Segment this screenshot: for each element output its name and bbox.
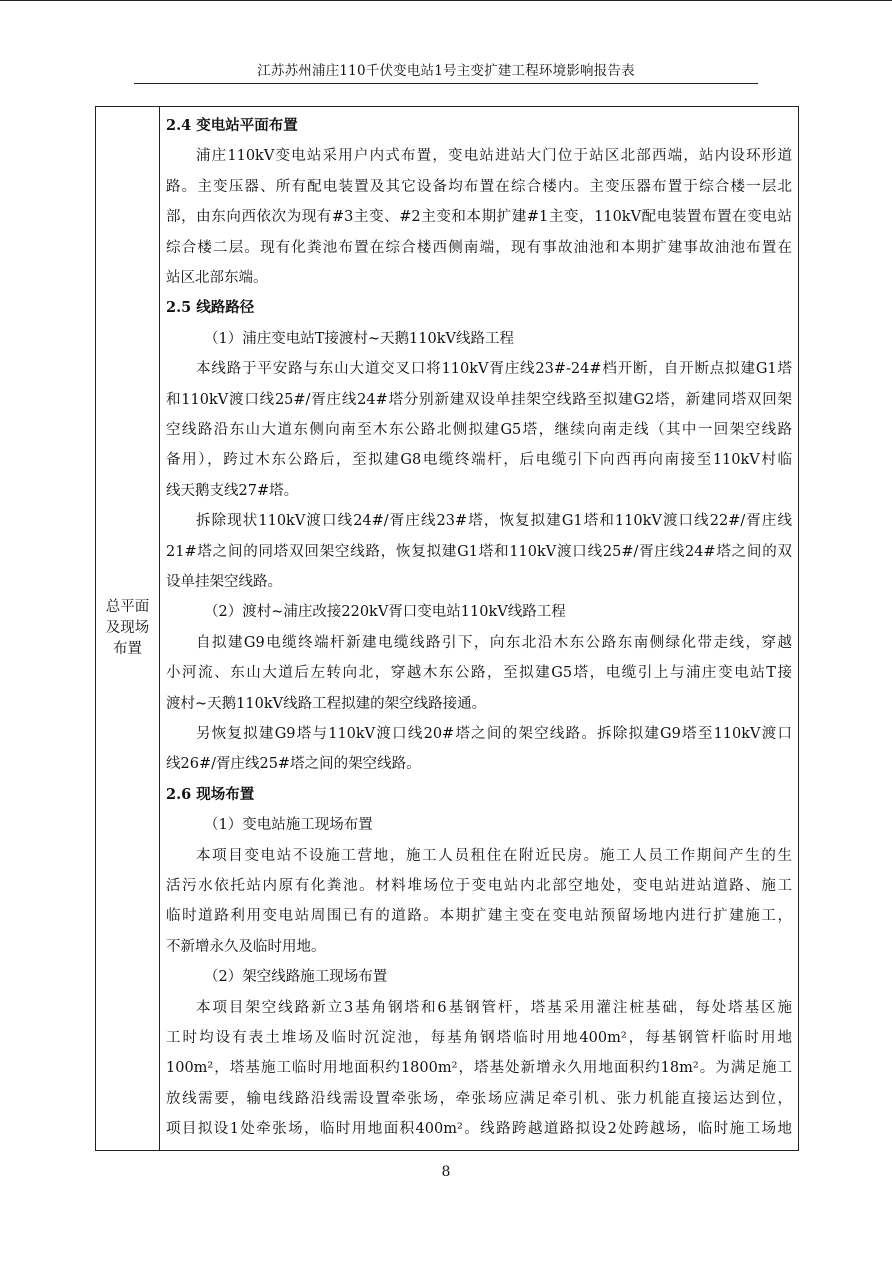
page-number: 8 xyxy=(441,1164,451,1180)
paragraph-line: 线26#/胥庄线25#塔之间的架空线路。 xyxy=(166,756,421,773)
subsection-label: （2）渡村~浦庄改接220kV胥口变电站110kV线路工程 xyxy=(204,604,566,621)
row-label-cell xyxy=(96,107,160,1150)
content-cell xyxy=(166,107,792,1150)
paragraph-line: 活污水依托站内原有化粪池。材料堆场位于变电站内北部空地处，变电站进站道路、施工 xyxy=(166,878,792,894)
paragraph-line: 空线路沿东山大道东侧向南至木东公路北侧拟建G5塔，继续向南走线（其中一回架空线路 xyxy=(166,422,792,438)
row-label: 总平面及现场布置 xyxy=(105,599,150,657)
paragraph-line: 部，由东向西依次为现有#3主变、#2主变和本期扩建#1主变，110kV配电装置布置在变电站 xyxy=(166,209,792,226)
paragraph-line: 临时道路利用变电站周围已有的道路。本期扩建主变在变电站预留场地内进行扩建施工， xyxy=(166,908,792,925)
running-header: 江苏苏州浦庄110千伏变电站1号主变扩建工程环境影响报告表 xyxy=(257,63,635,79)
header-rule xyxy=(134,83,758,84)
section-heading: 2.4 变电站平面布置 xyxy=(166,117,298,134)
paragraph-line: 线天鹅支线27#塔。 xyxy=(166,482,299,499)
paragraph-line: 小河流、东山大道后左转向北，穿越木东公路，至拟建G5塔，电缆引上与浦庄变电站T接 xyxy=(166,665,792,682)
paragraph-line: 项目拟设1处牵张场，临时用地面积400m²。线路跨越道路拟设2处跨越场，临时施工场地 xyxy=(166,1121,792,1138)
subsection-label: （2）架空线路施工现场布置 xyxy=(204,969,388,986)
paragraph-line: 本项目变电站不设施工营地，施工人员租住在附近民房。施工人员工作期间产生的生 xyxy=(196,847,792,864)
paragraph-line: 21#塔之间的同塔双回架空线路，恢复拟建G1塔和110kV渡口线25#/胥庄线24#塔之间的双 xyxy=(166,543,792,560)
section-heading: 2.6 现场布置 xyxy=(166,785,255,803)
paragraph-line: 放线需要，输电线路沿线需设置牵张场，牵张场应满足牵引机、张力机能直接运达到位， xyxy=(166,1090,792,1107)
paragraph-line: 100m²，塔基施工临时用地面积约1800m²，塔基处新增永久用地面积约18m²。为满足施工 xyxy=(166,1060,792,1077)
paragraph-line: 和110kV渡口线25#/胥庄线24#塔分别新建双设单挂架空线路至拟建G2塔，新建同塔双回架 xyxy=(166,391,792,408)
paragraph-line: 站区北部东端。 xyxy=(166,270,268,286)
subsection-label: （1）浦庄变电站T接渡村~天鹅110kV线路工程 xyxy=(204,330,514,347)
paragraph-line: 备用），跨过木东公路后，至拟建G8电缆终端杆，后电缆引下向西再向南接至110kV村临 xyxy=(166,452,792,469)
paragraph-line: 自拟建G9电缆终端杆新建电缆线路引下，向东北沿木东公路东南侧绿化带走线，穿越 xyxy=(196,634,792,651)
paragraph-line: 本项目架空线路新立3基角钢塔和6基钢管杆，塔基采用灌注桩基础，每处塔基区施 xyxy=(196,999,792,1016)
paragraph-line: 综合楼二层。现有化粪池布置在综合楼西侧南端，现有事故油池和本期扩建事故油池布置在 xyxy=(166,239,792,256)
page-top-border xyxy=(0,0,892,1)
paragraph-line: 不新增永久及临时用地。 xyxy=(166,938,326,955)
section-heading: 2.5 线路路径 xyxy=(166,299,255,317)
content-table xyxy=(95,106,799,1151)
paragraph-line: 浦庄110kV变电站采用户内式布置，变电站进站大门位于站区北部西端，站内设环形道 xyxy=(196,148,792,165)
paragraph-line: 本线路于平安路与东山大道交叉口将110kV胥庄线23#-24#档开断，自开断点拟建G1塔 xyxy=(196,361,792,378)
paragraph-line: 拆除现状110kV渡口线24#/胥庄线23#塔，恢复拟建G1塔和110kV渡口线22#/胥庄线 xyxy=(196,513,792,530)
paragraph-line: 另恢复拟建G9塔与110kV渡口线20#塔之间的架空线路。拆除拟建G9塔至110kV渡口 xyxy=(196,726,792,742)
subsection-label: （1）变电站施工现场布置 xyxy=(204,817,373,834)
paragraph-line: 设单挂架空线路。 xyxy=(166,574,282,590)
paragraph-line: 工时均设有表土堆场及临时沉淀池，每基角钢塔临时用地400m²，每基钢管杆临时用地 xyxy=(166,1030,792,1046)
paragraph-line: 路。主变压器、所有配电装置及其它设备均布置在综合楼内。主变压器布置于综合楼一层北 xyxy=(166,178,792,195)
paragraph-line: 渡村~天鹅110kV线路工程拟建的架空线路接通。 xyxy=(166,695,487,712)
